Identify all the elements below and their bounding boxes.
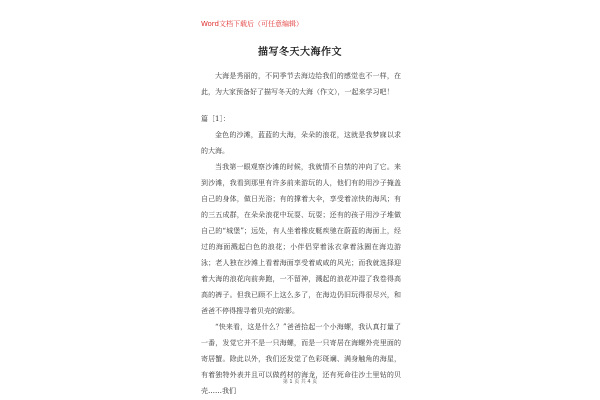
intro-paragraph: 大海是秀丽的，不同季节去海边给我们的感觉也不一样，在此，为大家预备好了描写冬天的大海（作文），一起来学习吧！: [201, 72, 401, 96]
intro-block: [201, 68, 401, 100]
body-paragraph: 当我第一眼观察沙滩的时候，我就情不自禁的冲向了它。来到沙滩，我看到那里有许多前来游玩的人，他们有的用沙子掩盖自己的身体，做日光浴；有的撑着大伞，享受着凉快的海风；有的三五成群，在朵朵浪花中玩耍、玩耍；还有的孩子用沙子堆做自己的“城堡”；远处，有人坐着橡皮艇疾驰在蔚蓝的海面上，经过的海面溅起白色的浪花；小伴侣穿着泳衣拿着泳圈在海边游泳；老人独在沙滩上看着海面享受着咸咸的风光；而我就选择迎着大海的浪花向前奔跑，一不留神，溅起的浪花冲湿了我卷得高高的裤子。但我已顾不上这么多了，在海边仍旧玩得很尽兴，和爸爸不停得搜寻着贝壳的踪影。: [201, 163, 401, 315]
body-paragraph: 金色的沙滩，蓝蓝的大海，朵朵的浪花，这就是我梦寐以求的大海。: [201, 131, 401, 155]
essay-section: [201, 111, 401, 399]
page-indicator: 第 1 页 共 4 页: [282, 379, 318, 385]
download-note: Word文档下载后（可任意编辑）: [201, 20, 303, 28]
body-paragraph: “快来看，这是什么？”爸爸拾起一个小海螺，我认真打量了一番，发觉它并不是一只海螺，而是一只寄居在海螺外壳里面的寄居蟹。除此以外，我们还发觉了色彩斑斓、满身触角的海星，有着独特外表并且可以做药材的海龙，还有死命往沙土里钻的贝壳……我们: [201, 323, 401, 395]
section-label: 篇［1］：: [201, 115, 230, 123]
page-title: 描写冬天大海作文: [258, 47, 342, 58]
